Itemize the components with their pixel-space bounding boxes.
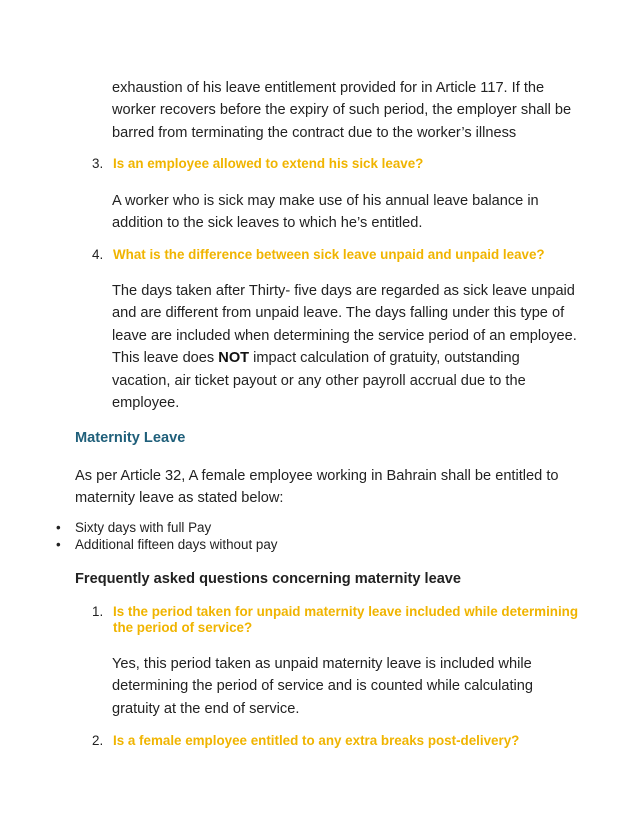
faq-question-2-number: 2. (92, 733, 104, 748)
answer-3: A worker who is sick may make use of his annual leave balance in addition to the sick leaves to which he’s entitled. (112, 193, 539, 232)
bullet-text: Sixty days with full Pay (75, 520, 212, 535)
question-4 (92, 247, 582, 263)
answer-4-emphasis: NOT (218, 350, 250, 367)
bullet-item (56, 536, 576, 553)
bullet-item (56, 519, 576, 536)
faq-question-1-text: Is the period taken for unpaid maternity leave included while determining the period of service? (113, 604, 579, 635)
bullet-symbol: • (56, 520, 61, 535)
maternity-intro: As per Article 32, A female employee working in Bahrain shall be entitled to maternity leave as stated below: (75, 468, 559, 507)
faq-question-1-number: 1. (92, 604, 104, 619)
answer-4-part2: impact calculation of gratuity, outstanding vacation, air ticket payout or any other payroll accrual due to the employee. (112, 350, 526, 412)
faq-heading: Frequently asked questions concerning maternity leave (75, 571, 462, 587)
faq-answer-1: Yes, this period taken as unpaid maternity leave is included while determining the period of service and is counted while calculating gratuity at the end of service. (112, 656, 534, 717)
bullet-text: Additional fifteen days without pay (75, 537, 278, 552)
question-3-text: Is an employee allowed to extend his sick leave? (113, 156, 424, 171)
faq-question-2 (92, 733, 582, 749)
faq-question-1 (92, 604, 582, 636)
continuation-paragraph: exhaustion of his leave entitlement provided for in Article 117. If the worker recovers before the expiry of such period, the employer shall be barred from terminating the contract due to the worker’s illness (112, 80, 572, 141)
answer-4 (112, 280, 582, 414)
answer-4-part1: The days taken after Thirty- five days are regarded as sick leave unpaid and are different from unpaid leave. The days falling under this type of leave are included when determining the service period of an employee. This leave does (112, 283, 577, 367)
question-4-text: What is the difference between sick leave unpaid and unpaid leave? (113, 247, 545, 262)
maternity-bullet-list (56, 519, 576, 553)
question-4-number: 4. (92, 247, 104, 262)
faq-question-2-text: Is a female employee entitled to any extra breaks post-delivery? (113, 733, 520, 748)
question-3 (92, 156, 582, 172)
bullet-symbol: • (56, 537, 61, 552)
maternity-leave-heading: Maternity Leave (75, 430, 186, 446)
question-3-number: 3. (92, 156, 104, 171)
